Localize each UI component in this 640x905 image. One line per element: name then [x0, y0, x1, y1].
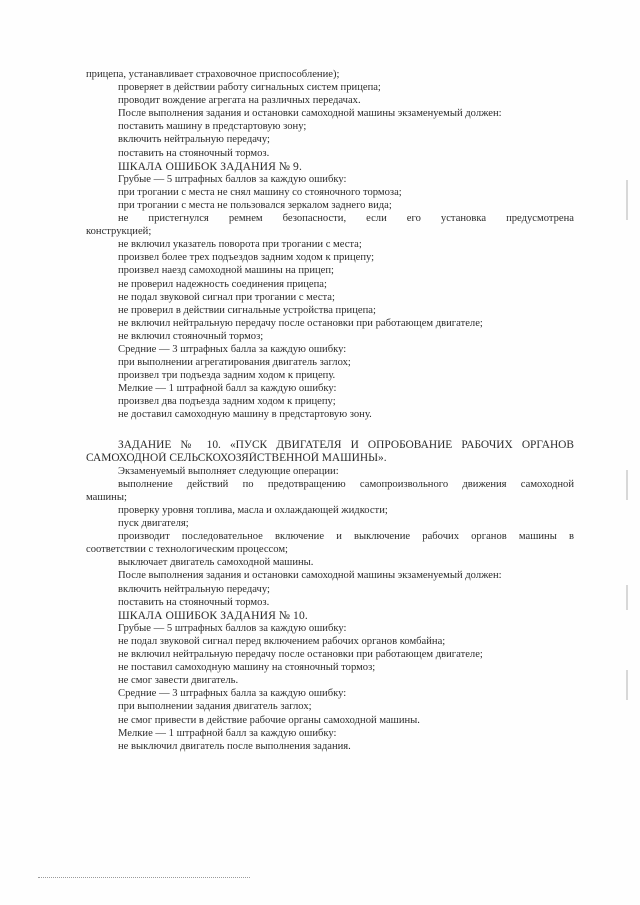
text-line: не смог привести в действие рабочие органы самоходной машины.: [118, 714, 420, 726]
text-line: выключает двигатель самоходной машины.: [118, 557, 314, 569]
text-line: произвел наезд самоходной машины на прицеп;: [118, 265, 334, 277]
text-line: произвел три подъезда задним ходом к прицепу.: [118, 370, 336, 382]
section-heading: ШКАЛА ОШИБОК ЗАДАНИЯ № 10.: [118, 608, 308, 622]
text-line: выполнение действий по предотвращению самопроизвольного движения самоходной: [118, 478, 574, 490]
text-line: не пристегнулся ремнем безопасности, если его установка предусмотрена: [118, 213, 574, 225]
page-body: [86, 68, 574, 753]
text-line: машины;: [86, 491, 127, 503]
text-line: проводит вождение агрегата на различных передачах.: [118, 95, 361, 107]
text-line: не проверил в действии сигнальные устройства прицепа;: [118, 304, 376, 316]
text-line: конструкцией;: [86, 226, 152, 238]
text-line: не подал звуковой сигнал перед включением рабочих органов комбайна;: [118, 635, 446, 647]
text-line: пуск двигателя;: [118, 518, 189, 530]
text-line: Грубые — 5 штрафных баллов за каждую ошибку:: [118, 173, 347, 185]
scan-edge-mark: [626, 585, 628, 610]
text-line: не включил нейтральную передачу после остановки при работающем двигателе;: [118, 649, 483, 661]
text-line: проверку уровня топлива, масла и охлаждающей жидкости;: [118, 505, 388, 516]
paragraph-gap: [86, 422, 574, 439]
text-line: Грубые — 5 штрафных баллов за каждую ошибку:: [118, 622, 347, 634]
text-line: включить нейтральную передачу;: [118, 134, 270, 146]
text-line: не смог завести двигатель.: [118, 675, 239, 687]
scan-edge-mark: [626, 180, 628, 220]
text-line: поставить на стояночный тормоз.: [118, 596, 270, 608]
text-line: соответствии с технологическим процессом;: [86, 544, 288, 556]
scan-edge-mark: [626, 470, 628, 500]
text-line: не подал звуковой сигнал при трогании с места;: [118, 291, 335, 303]
task-title-continued: САМОХОДНОЙ СЕЛЬСКОХОЗЯЙСТВЕННОЙ МАШИНЫ».: [86, 451, 387, 464]
text-line: произвел более трех подъездов задним ходом к прицепу;: [118, 252, 375, 264]
text-line: Средние — 3 штрафных балла за каждую ошибку:: [118, 688, 347, 700]
text-line: Мелкие — 1 штрафной балл за каждую ошибку:: [118, 383, 337, 395]
text-line: Средние — 3 штрафных балла за каждую ошибку:: [118, 343, 347, 355]
section-heading: ШКАЛА ОШИБОК ЗАДАНИЯ № 9.: [118, 159, 302, 173]
text-line: поставить на стояночный тормоз.: [118, 147, 270, 159]
text-line: прицепа, устанавливает страховочное приспособление);: [86, 69, 340, 80]
text-line: производит последовательное включение и выключение рабочих органов машины в: [118, 531, 574, 543]
text-line: не включил стояночный тормоз;: [118, 330, 264, 342]
text-line: не включил указатель поворота при трогании с места;: [118, 239, 362, 251]
text-line: не доставил самоходную машину в предстартовую зону.: [118, 409, 372, 421]
text-line: После выполнения задания и остановки самоходной машины экзаменуемый должен:: [118, 108, 502, 120]
task-title: ЗАДАНИЕ № 10. «ПУСК ДВИГАТЕЛЯ И ОПРОБОВАНИЕ РАБОЧИХ ОРГАНОВ: [118, 438, 574, 451]
text-line: Экзаменуемый выполняет следующие операции:: [118, 465, 339, 477]
text-line: при трогании с места не пользовался зеркалом заднего вида;: [118, 199, 392, 211]
text-line: при выполнении задания двигатель заглох;: [118, 701, 312, 713]
scan-edge-mark: [626, 670, 628, 700]
text-line: не выключил двигатель после выполнения задания.: [118, 740, 351, 752]
text-line: Мелкие — 1 штрафной балл за каждую ошибку:: [118, 727, 337, 739]
text-line: включить нейтральную передачу;: [118, 583, 270, 595]
text-line: произвел два подъезда задним ходом к прицепу;: [118, 396, 336, 408]
text-line: проверяет в действии работу сигнальных систем прицепа;: [118, 82, 381, 94]
footer-dotted-rule: [38, 877, 250, 878]
text-line: не проверил надежность соединения прицепа;: [118, 278, 327, 290]
text-line: не включил нейтральную передачу после остановки при работающем двигателе;: [118, 317, 483, 329]
text-line: при трогании с места не снял машину со стояночного тормоза;: [118, 186, 402, 198]
text-line: не поставил самоходную машину на стояночный тормоз;: [118, 662, 376, 674]
text-line: при выполнении агрегатирования двигатель заглох;: [118, 357, 351, 369]
text-line: поставить машину в предстартовую зону;: [118, 121, 307, 133]
text-line: После выполнения задания и остановки самоходной машины экзаменуемый должен:: [118, 570, 502, 582]
